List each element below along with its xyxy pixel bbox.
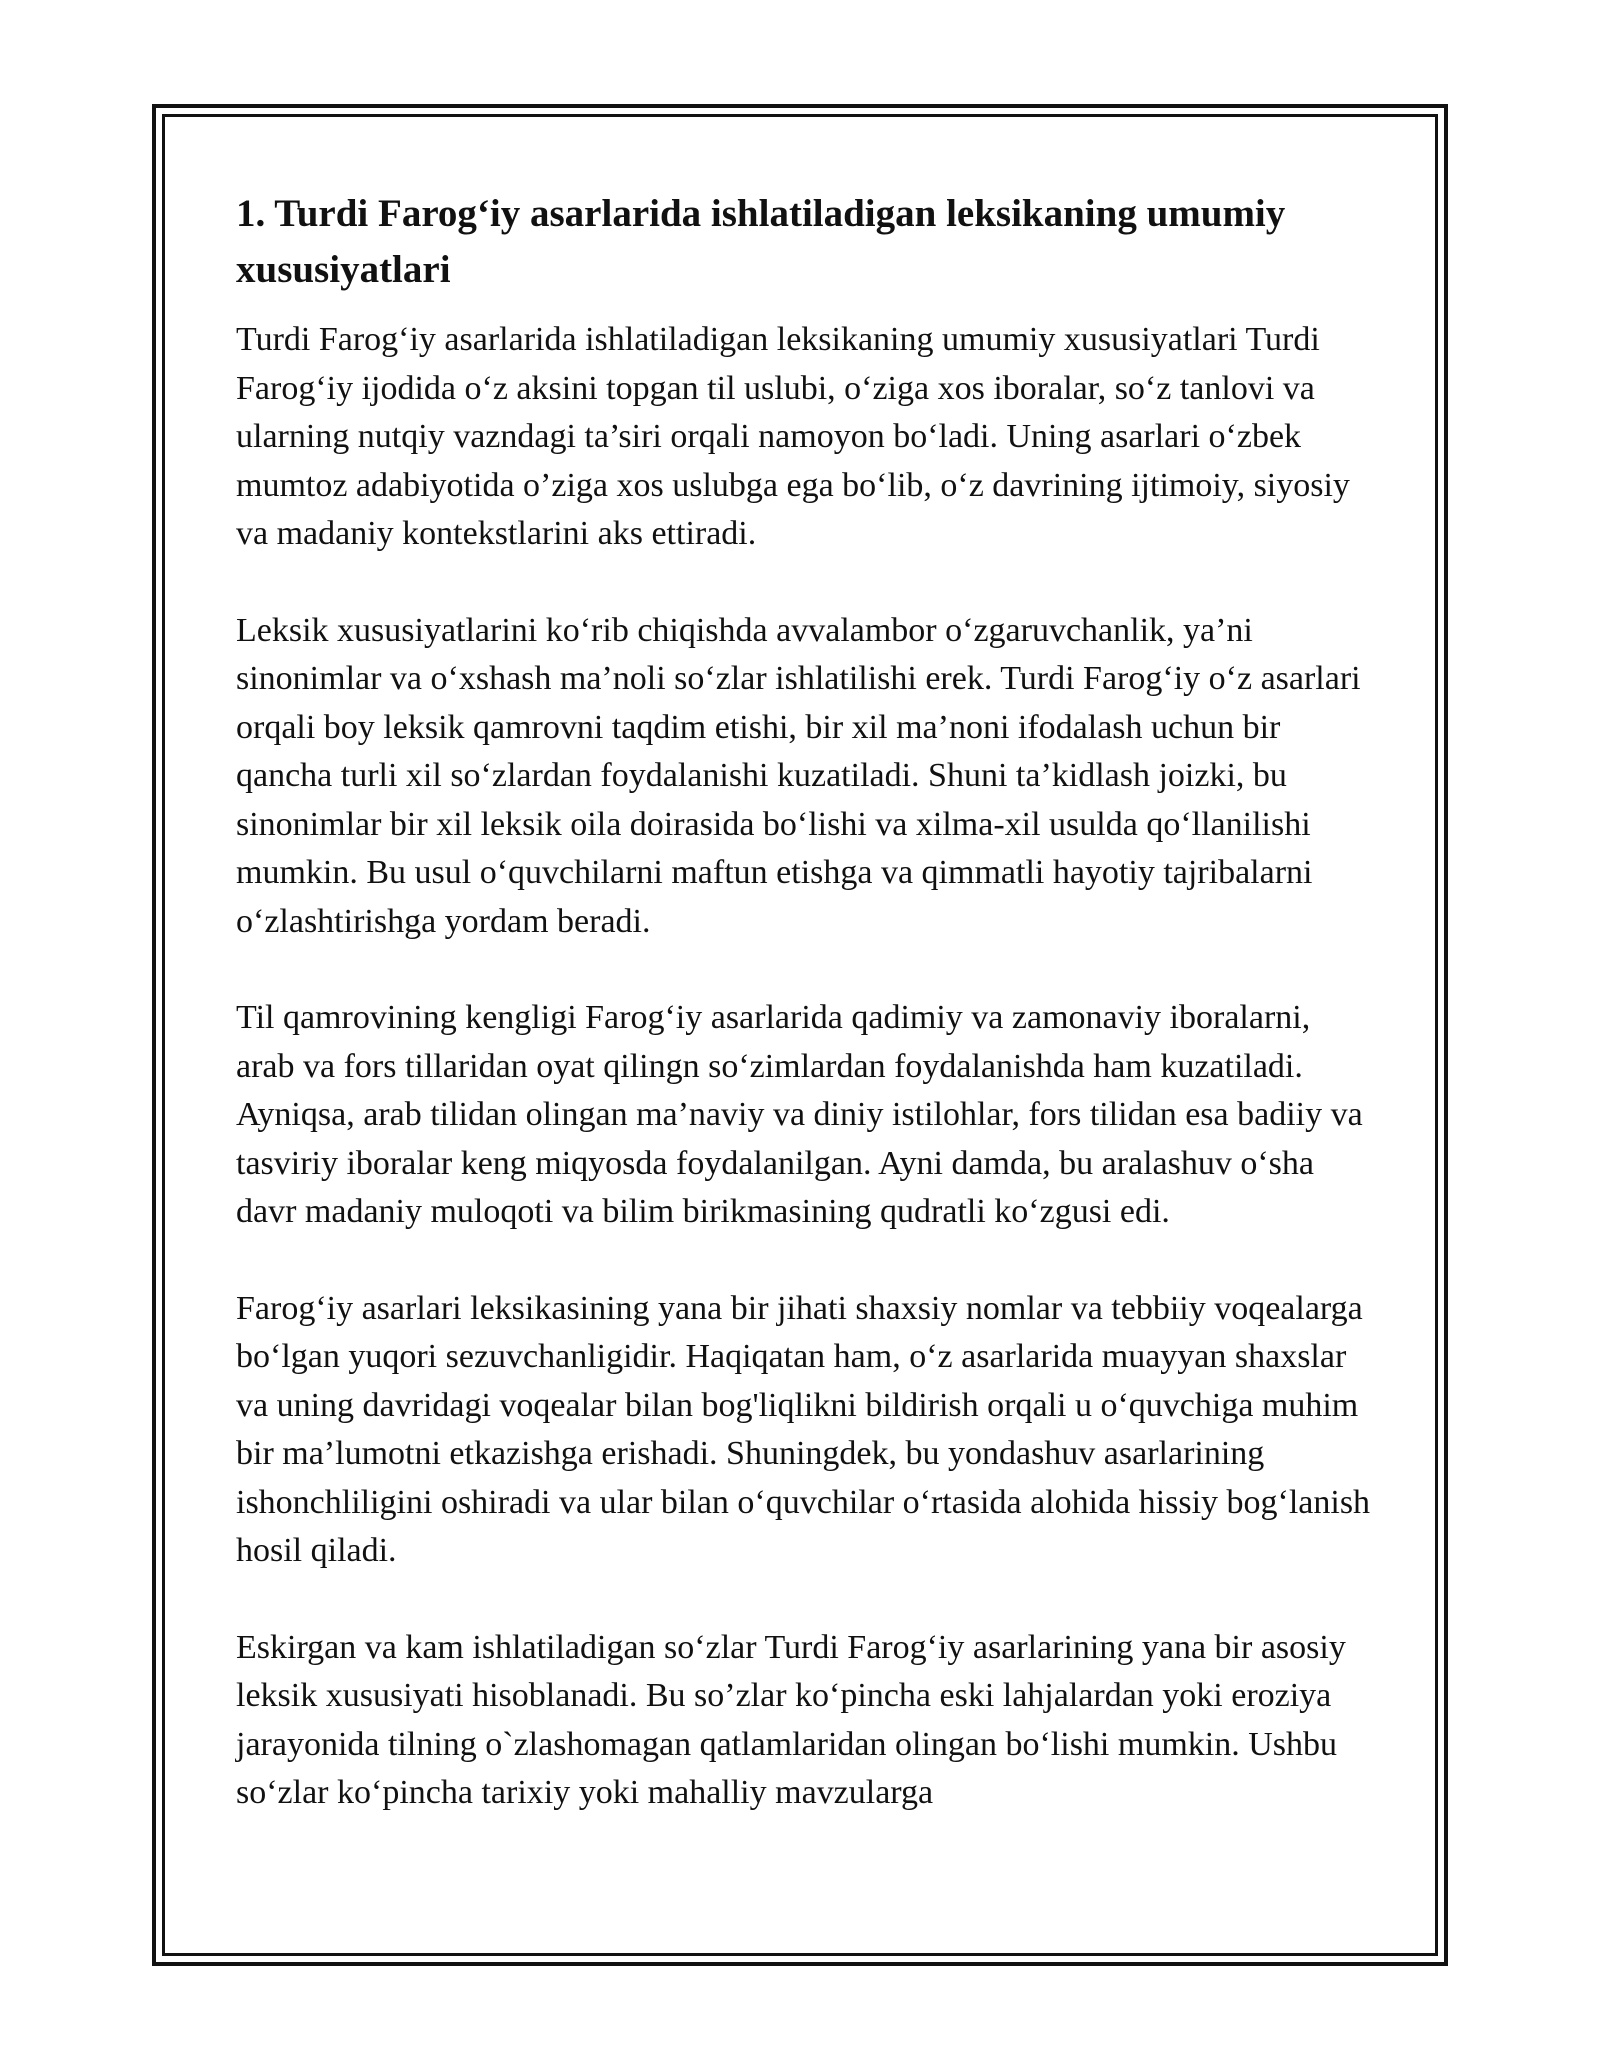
paragraph-2: Leksik xususiyatlarini ko‘rib chiqishda avvalambor o‘zgaruvchanlik, ya’ni sinonimlar va o‘xshash ma’noli so‘zlar ishlatilishi erek. Turdi Farog‘iy o‘z asarlari orqali boy leksik qamrovni taqdim etishi, bir xil ma’noni ifodalash uchun bir qancha turli xil so‘zlardan foydalanishi kuzatiladi. Shuni ta’kidlash joizki, bu sinonimlar bir xil leksik oila doirasida bo‘lishi va xilma-xil usulda qo‘llanilishi mumkin. Bu usul o‘quvchilarni maftun etishga va qimmatli hayotiy tajribalarni o‘zlashtirishga yordam beradi. (236, 611, 1361, 940)
paragraph-1: Turdi Farog‘iy asarlarida ishlatiladigan leksikaning umumiy xususiyatlari Turdi Farog‘iy ijodida o‘z aksini topgan til uslubi, o‘ziga xos iboralar, so‘z tanlovi va ularning nutqiy vazndagi ta’siri orqali namoyon bo‘ladi. Uning asarlari o‘zbek mumtoz adabiyotida o’ziga xos uslubga ega bo‘lib, o‘z davrining ijtimoiy, siyosiy va madaniy kontekstlarini aks ettiradi. (236, 321, 1350, 552)
paragraph-4: Farog‘iy asarlari leksikasining yana bir jihati shaxsiy nomlar va tebbiiy voqealarga bo‘lgan yuqori sezuvchanligidir. Haqiqatan ham, o‘z asarlarida muayyan shaxslar va uning davridagi voqealar bilan bog'liqlikni bildirish orqali u o‘quvchiga muhim bir ma’lumotni etkazishga erishadi. Shuningdek, bu yondashuv asarlarining ishonchliligini oshiradi va ular bilan o‘quvchilar o‘rtasida alohida hissiy bog‘lanish hosil qiladi. (236, 1289, 1371, 1569)
paragraph-5: Eskirgan va kam ishlatiladigan so‘zlar Turdi Farog‘iy asarlarining yana bir asosiy leksik xususiyati hisoblanadi. Bu so’zlar ko‘pincha eski lahjalardan yoki eroziya jarayonida tilning o`zlashomagan qatlamlaridan olingan bo‘lishi mumkin. Ushbu so‘zlar ko‘pincha tarixiy yoki mahalliy mavzularga (236, 1628, 1346, 1811)
section-heading: 1. Turdi Farog‘iy asarlarida ishlatiladigan leksikaning umumiy xususiyatlari (236, 192, 1286, 291)
paragraph-3: Til qamrovining kengligi Farog‘iy asarlarida qadimiy va zamonaviy iboralarni, arab va fors tillaridan oyat qilingn so‘zimlardan foydalanishda ham kuzatiladi. Ayniqsa, arab tilidan olingan ma’naviy va diniy istilohlar, fors tilidan esa badiiy va tasviriy iboralar keng miqyosda foydalanilgan. Ayni damda, bu aralashuv o‘sha davr madaniy muloqoti va bilim birikmasining qudratli ko‘zgusi edi. (236, 999, 1363, 1230)
document-body (236, 186, 1376, 1866)
